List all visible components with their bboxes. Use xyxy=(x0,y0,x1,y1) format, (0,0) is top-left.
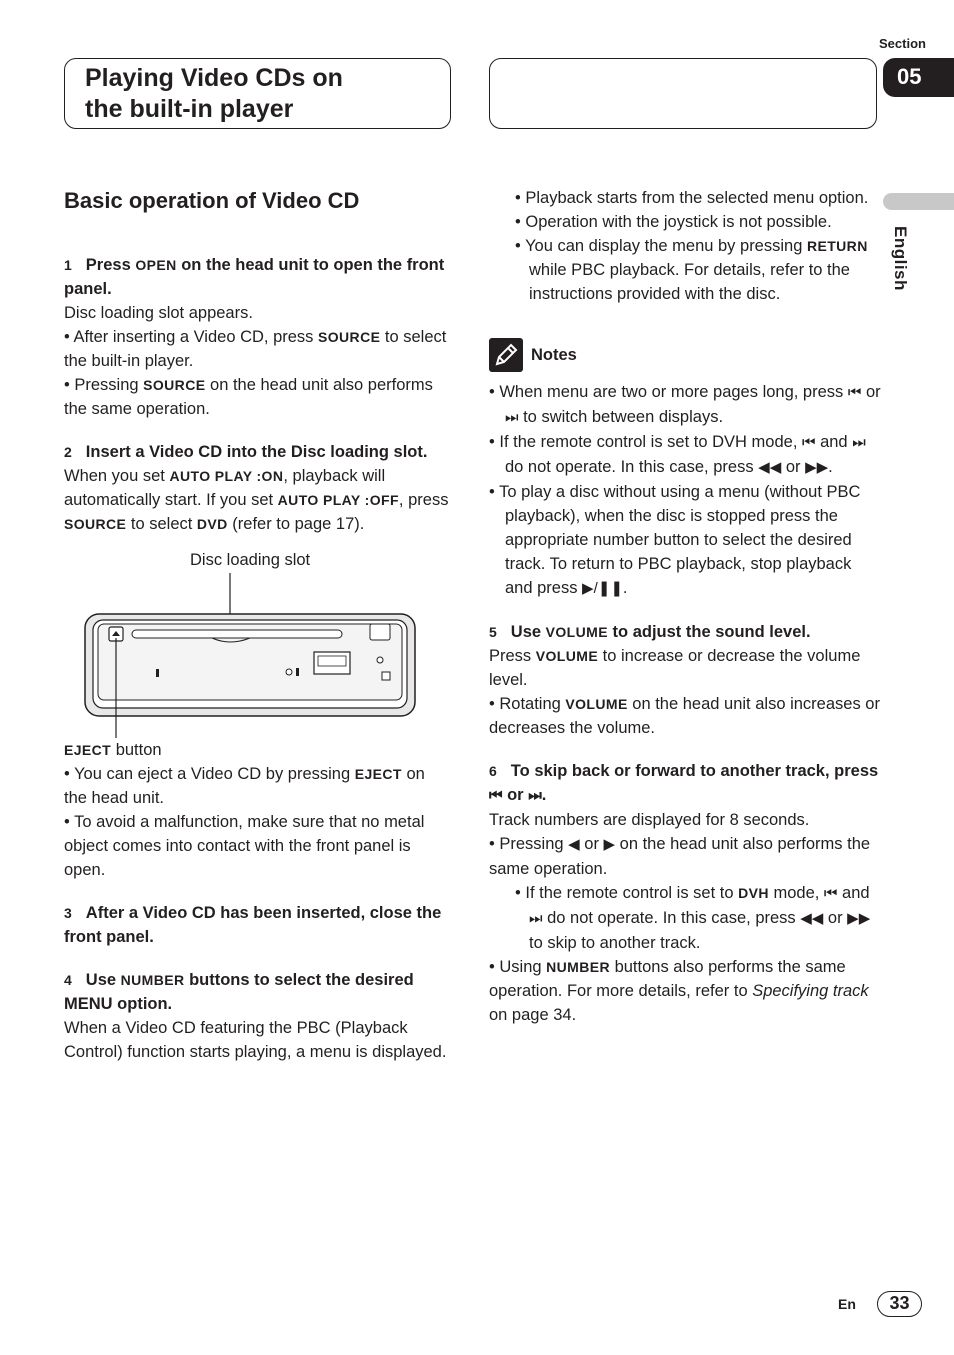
notes-title: Notes xyxy=(531,346,577,364)
step-5: 5 Use VOLUME to adjust the sound level. xyxy=(489,623,811,641)
step-1-bullet-2: • Pressing SOURCE on the head unit also performs the same operation. xyxy=(64,376,433,418)
head-unit-figure xyxy=(64,548,449,738)
note-1: • When menu are two or more pages long, press ⏮ or ⏭ to switch between displays. xyxy=(489,383,881,426)
pbc-sub-bullet-3: • You can display the menu by pressing RETURN while PBC playback. For details, refer to the instructions provided with the disc. xyxy=(515,237,868,303)
step-6: 6 To skip back or forward to another track, press ⏮ or ⏭. xyxy=(489,762,879,804)
step-6-sub-bullet: • If the remote control is set to DVH mode, ⏮ and ⏭ do not operate. In this case, press ◀◀ or ▶▶ to skip to another track. xyxy=(515,884,871,952)
section-heading: Basic operation of Video CD xyxy=(64,188,360,213)
section-number: 05 xyxy=(883,58,954,97)
step-6-bullet-1: • Pressing ◀ or ▶ on the head unit also performs the same operation. xyxy=(489,835,871,878)
notes-header xyxy=(489,338,881,372)
page-number: 33 xyxy=(877,1291,922,1317)
page-title-line1: Playing Video CDs on xyxy=(85,64,343,92)
header-right-box xyxy=(489,58,877,129)
pbc-sub-bullet-1: • Playback starts from the selected menu option. xyxy=(515,189,869,207)
step-5-text: Press VOLUME to increase or decrease the volume level. xyxy=(489,647,861,689)
step-2-text: When you set AUTO PLAY :ON, playback will automatically start. If you set AUTO PLAY :OFF, press SOURCE to select DVD (refer to page 17). xyxy=(64,467,449,533)
figure-caption: Disc loading slot xyxy=(190,551,311,569)
footer-language: En xyxy=(838,1296,856,1312)
step-6-text: Track numbers are displayed for 8 seconds. xyxy=(489,811,810,829)
step-2: 2 Insert a Video CD into the Disc loading slot. xyxy=(64,443,428,461)
section-label: Section xyxy=(879,36,926,51)
language-label: English xyxy=(891,226,910,291)
left-column xyxy=(64,186,449,1064)
pbc-sub-bullet-2: • Operation with the joystick is not possible. xyxy=(515,213,832,231)
language-tab xyxy=(883,193,954,210)
head-unit-illustration xyxy=(64,548,449,738)
step-1: 1 Press OPEN on the head unit to open the front panel. xyxy=(64,256,445,298)
step-4: 4 Use NUMBER buttons to select the desired MENU option. xyxy=(64,971,414,1013)
eject-bullet-2: • To avoid a malfunction, make sure that no metal object comes into contact with the front panel is open. xyxy=(64,813,425,879)
note-3: • To play a disc without using a menu (without PBC playback), when the disc is stopped press the appropriate number button to select the desired track. To return to PBC playback, stop playback and press ▶/❚❚. xyxy=(489,483,861,597)
step-6-bullet-2: • Using NUMBER buttons also performs the same operation. For more details, refer to Specifying track on page 34. xyxy=(489,958,869,1024)
eject-caption: EJECT button xyxy=(64,741,162,759)
right-column xyxy=(489,186,881,1027)
step-1-text: Disc loading slot appears. xyxy=(64,304,253,322)
step-4-text: When a Video CD featuring the PBC (Playback Control) function starts playing, a menu is displayed. xyxy=(64,1019,447,1061)
eject-bullet-1: • You can eject a Video CD by pressing EJECT on the head unit. xyxy=(64,765,425,807)
step-1-bullet-1: • After inserting a Video CD, press SOURCE to select the built-in player. xyxy=(64,328,447,370)
note-2: • If the remote control is set to DVH mode, ⏮ and ⏭ do not operate. In this case, press ◀◀ or ▶▶. xyxy=(489,433,866,476)
notes-pencil-icon xyxy=(489,338,523,372)
page-title-box xyxy=(64,58,451,129)
step-3: 3 After a Video CD has been inserted, close the front panel. xyxy=(64,904,442,946)
page-title-line2: the built-in player xyxy=(85,95,294,123)
step-5-bullet-1: • Rotating VOLUME on the head unit also increases or decreases the volume. xyxy=(489,695,880,737)
